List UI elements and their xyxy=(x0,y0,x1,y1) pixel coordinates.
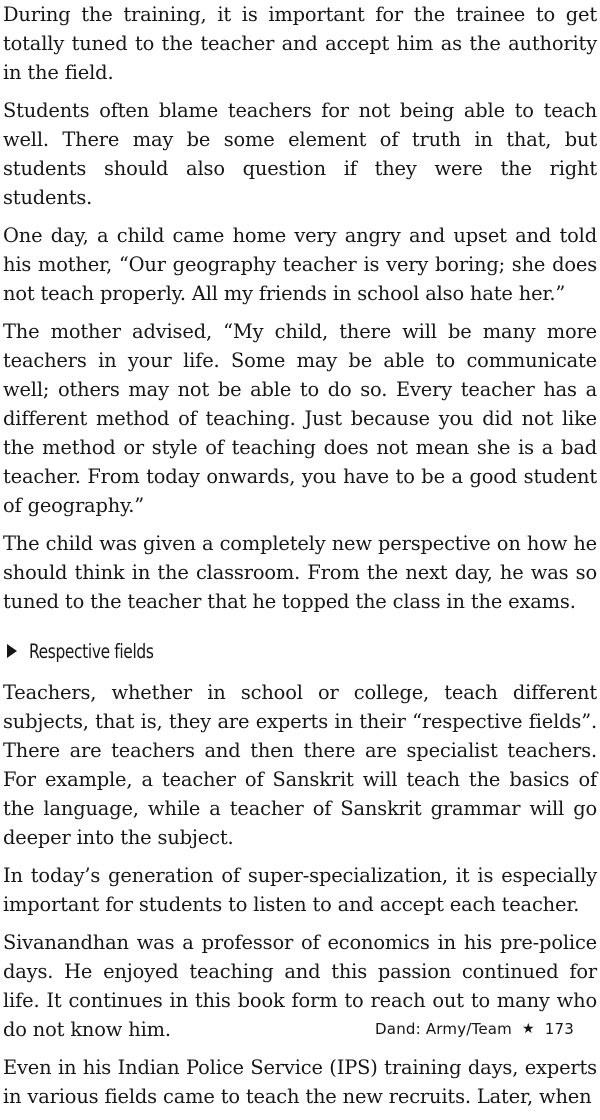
page-footer xyxy=(375,1020,574,1038)
section-heading-row xyxy=(3,638,597,664)
section-heading: Respective fields xyxy=(29,639,154,663)
paragraph-super-specialization: In today’s generation of super-specialization, it is especially important for students to listen to and accept each teacher. xyxy=(3,864,597,916)
paragraph-child-angry: One day, a child came home very angry and upset and told his mother, “Our geography teacher is very boring; she does not teach properly. All my friends in school also hate her.” xyxy=(3,224,597,305)
page-number: 173 xyxy=(544,1020,574,1038)
running-title: Dand: Army/Team xyxy=(375,1020,512,1038)
book-page xyxy=(3,0,597,1120)
paragraph-new-perspective: The child was given a completely new perspective on how he should think in the classroom. From the next day, he was so tuned to the teacher that he topped the class in the exams. xyxy=(3,532,597,613)
paragraph-mother-advised: The mother advised, “My child, there will be many more teachers in your life. Some may be able to communicate well; others may not be able to do so. Every teacher has a different method of teaching. Just because you did not like the method or style of teaching does not mean she is a bad teacher. From today onwards, you have to be a good student of geography.” xyxy=(3,320,597,517)
paragraph-ips-training: Even in his Indian Police Service (IPS) training days, experts in various fields came to teach the new recruits. Later, when xyxy=(3,1056,597,1108)
paragraph-trainee-tuned: During the training, it is important for the trainee to get totally tuned to the teacher and accept him as the authority in the field. xyxy=(3,3,597,84)
paragraph-teachers-subjects: Teachers, whether in school or college, teach different subjects, that is, they are experts in their “respective fields”. There are teachers and then there are specialist teachers. For example, a teacher of Sanskrit will teach the basics of the language, while a teacher of Sanskrit grammar will go deeper into the subject. xyxy=(3,681,597,849)
star-icon: ★ xyxy=(522,1021,535,1037)
paragraph-students-blame: Students often blame teachers for not being able to teach well. There may be some element of truth in that, but students should also question if they were the right students. xyxy=(3,99,597,209)
triangle-right-icon xyxy=(7,644,17,658)
paragraph-sivanandhan: Sivanandhan was a professor of economics in his pre-police days. He enjoyed teaching and this passion continued for life. It continues in this book form to reach out to many who do not know him. xyxy=(3,931,597,1041)
